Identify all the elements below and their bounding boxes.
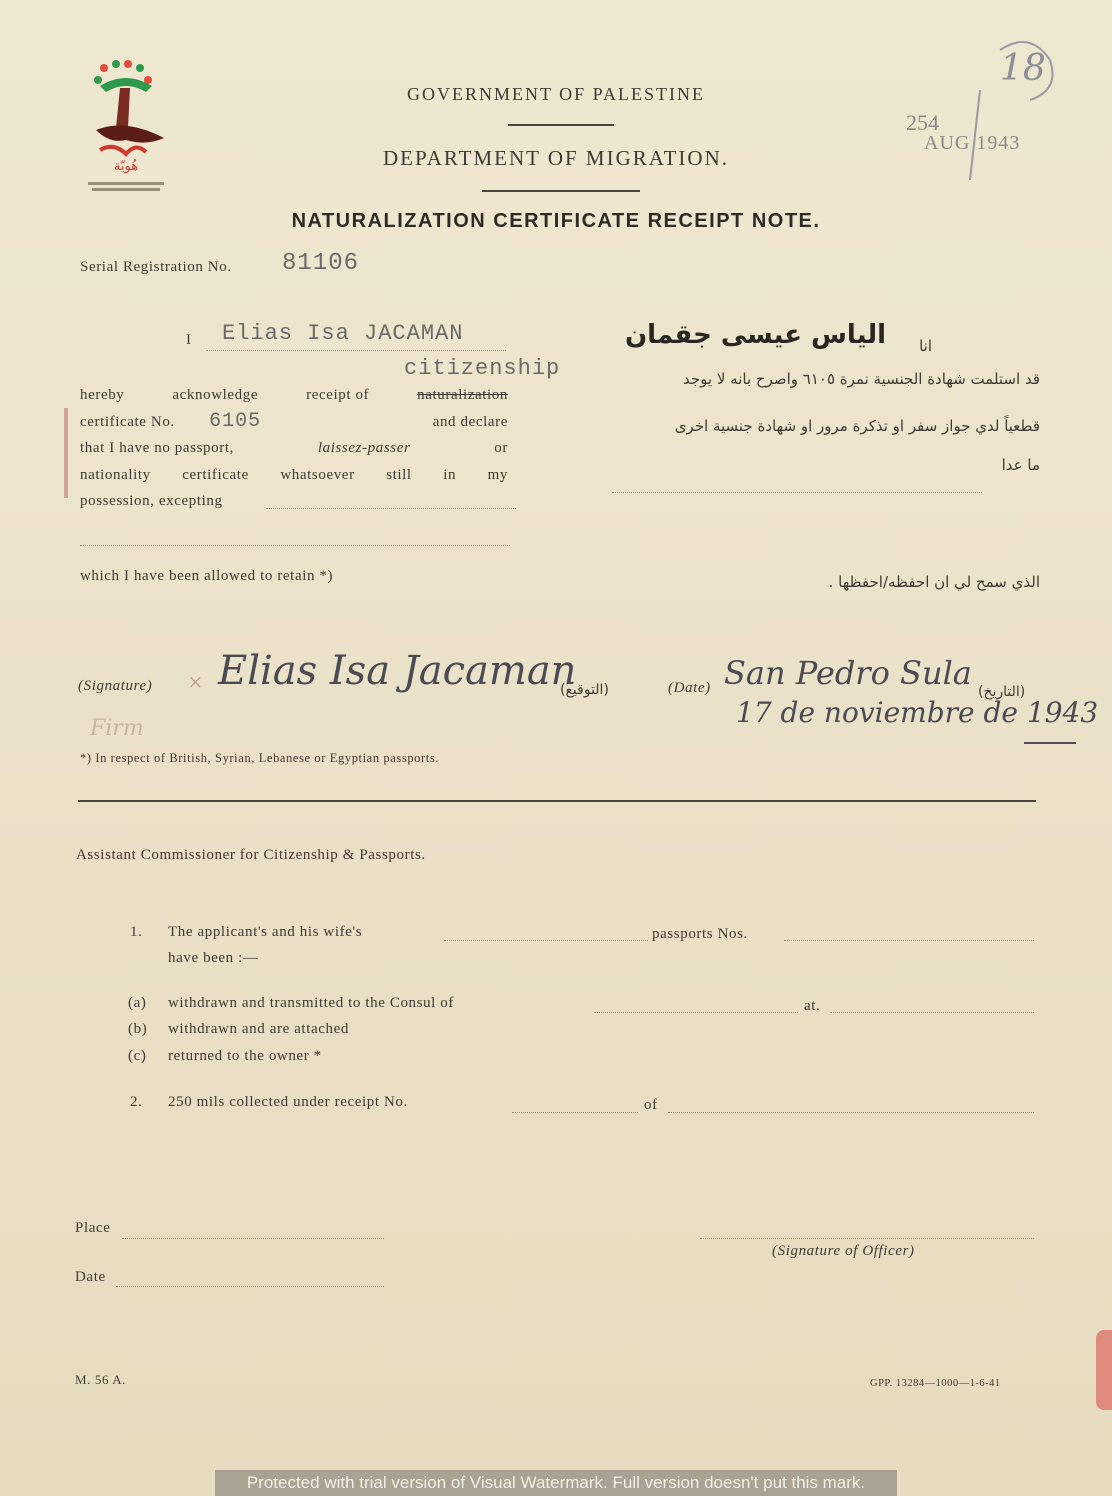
item-2-fill-line-2 <box>668 1112 1034 1113</box>
arabic-ana: انا <box>919 337 932 355</box>
date-footer-line <box>116 1286 384 1287</box>
heading-divider <box>482 190 640 192</box>
arabic-line-2: قطعياً لدي جواز سفر او تذكرة مرور او شهادة جنسية اخرى <box>674 417 1040 435</box>
svg-text:هُويّة: هُويّة <box>113 159 139 174</box>
item-2-fill-line <box>512 1112 638 1113</box>
applicant-name: Elias Isa JACAMAN <box>222 321 464 346</box>
item-1-fill-line-2 <box>784 940 1034 941</box>
excepting-line-2 <box>80 545 510 546</box>
officer-line <box>700 1238 1034 1239</box>
item-b-label: (b) <box>128 1021 148 1037</box>
item-2-text: 250 mils collected under receipt No. <box>168 1094 408 1110</box>
or-text: or <box>494 440 508 456</box>
date-place: San Pedro Sula <box>724 654 972 692</box>
stamp-number: 254 <box>906 110 939 135</box>
arabic-name: الياس عيسى جقمان <box>624 320 886 350</box>
item-a-label: (a) <box>128 995 147 1011</box>
heading-divider <box>508 124 614 126</box>
government-heading: GOVERNMENT OF PALESTINE <box>406 84 706 104</box>
excepting-line <box>266 508 516 509</box>
declaration-line-1c: receipt of <box>306 387 370 403</box>
serial-registration-label: Serial Registration No. <box>80 259 232 275</box>
department-heading: DEPARTMENT OF MIGRATION. <box>382 146 730 170</box>
form-code: M. 56 A. <box>75 1372 127 1387</box>
declare-text: and declare <box>432 413 508 430</box>
signature-label: (Signature) <box>78 678 153 694</box>
item-c-text: returned to the owner * <box>168 1048 322 1064</box>
footnote: *) In respect of British, Syrian, Lebanese or Egyptian passports. <box>80 751 440 765</box>
item-c-label: (c) <box>128 1048 147 1064</box>
certificate-number: 6105 <box>209 409 262 433</box>
date-footer-label: Date <box>75 1269 106 1285</box>
trial-watermark: Protected with trial version of Visual Watermark. Full version doesn't put this mark. <box>215 1470 897 1496</box>
item-b-text: withdrawn and are attached <box>168 1021 349 1037</box>
retain-text: which I have been allowed to retain *) <box>80 568 334 584</box>
item-a-fill-line <box>594 1012 798 1013</box>
item-1-fill-line <box>444 940 648 941</box>
arabic-excepting-line <box>612 492 982 493</box>
declaration-line-5: possession, excepting <box>80 493 223 509</box>
archive-logo <box>86 58 166 198</box>
date-label: (Date) <box>668 680 711 696</box>
declaration-line-4: nationality certificate whatsoever still in my <box>80 466 508 483</box>
date-value: 17 de noviembre de 1943 <box>736 696 1099 729</box>
item-a-text: withdrawn and transmitted to the Consul of <box>168 995 454 1011</box>
item-a-fill-line-2 <box>830 1012 1034 1013</box>
signature-arabic-label: (التوقيع) <box>560 682 609 698</box>
i-label: I <box>186 332 192 348</box>
stamp-date: AUG 1943 <box>924 132 1021 154</box>
arabic-line-1: قد استلمت شهادة الجنسية نمرة ٦١٠٥ واصرح بانه لا يوجد <box>683 370 1040 388</box>
declaration-line-1b: acknowledge <box>172 387 259 403</box>
applicant-signature: Elias Isa Jacaman <box>218 648 577 694</box>
commissioner-heading: Assistant Commissioner for Citizenship & Passports. <box>76 847 426 863</box>
document-title: NATURALIZATION CERTIFICATE RECEIPT NOTE. <box>291 210 821 232</box>
item-1-text: The applicant's and his wife's <box>168 924 363 940</box>
serial-registration-number: 81106 <box>282 250 360 277</box>
officer-signature-label: (Signature of Officer) <box>772 1243 915 1259</box>
item-2-of: of <box>644 1097 658 1113</box>
margin-mark <box>64 408 68 498</box>
item-1-have-been: have been :— <box>168 950 259 966</box>
stamp-circle-mark <box>940 20 1070 180</box>
arabic-line-3: ما عدا <box>1001 456 1040 474</box>
date-arabic-label: (التاريخ) <box>978 684 1026 700</box>
section-divider <box>78 800 1036 802</box>
item-2-number: 2. <box>130 1094 143 1110</box>
declaration-line-1a: hereby <box>80 387 125 403</box>
declaration-english <box>80 382 508 515</box>
tree-emblem-icon <box>86 58 166 198</box>
signature-cross: × <box>188 668 203 697</box>
faint-firm-note: Firm <box>90 716 144 741</box>
certificate-no-label: certificate No. <box>80 413 175 430</box>
item-a-at: at. <box>804 998 821 1014</box>
print-code: GPP. 13284—1000—1-6-41 <box>870 1378 1001 1389</box>
handwritten-file-number: 18 <box>1000 48 1046 89</box>
place-line <box>122 1238 384 1239</box>
name-line <box>206 350 506 351</box>
laissez-passer-text: laissez-passer <box>317 440 411 456</box>
place-label: Place <box>75 1220 111 1236</box>
typed-citizenship-correction: citizenship <box>404 356 561 381</box>
item-1-passports: passports Nos. <box>652 926 748 942</box>
edge-stain <box>1096 1330 1112 1410</box>
struck-naturalization: naturalization <box>417 387 508 403</box>
date-underline <box>1024 742 1076 744</box>
declaration-line-3: that I have no passport, <box>80 440 234 456</box>
item-1-number: 1. <box>130 924 143 940</box>
arabic-retain: الذي سمح لي ان احفظه/احفظها . <box>828 573 1040 591</box>
